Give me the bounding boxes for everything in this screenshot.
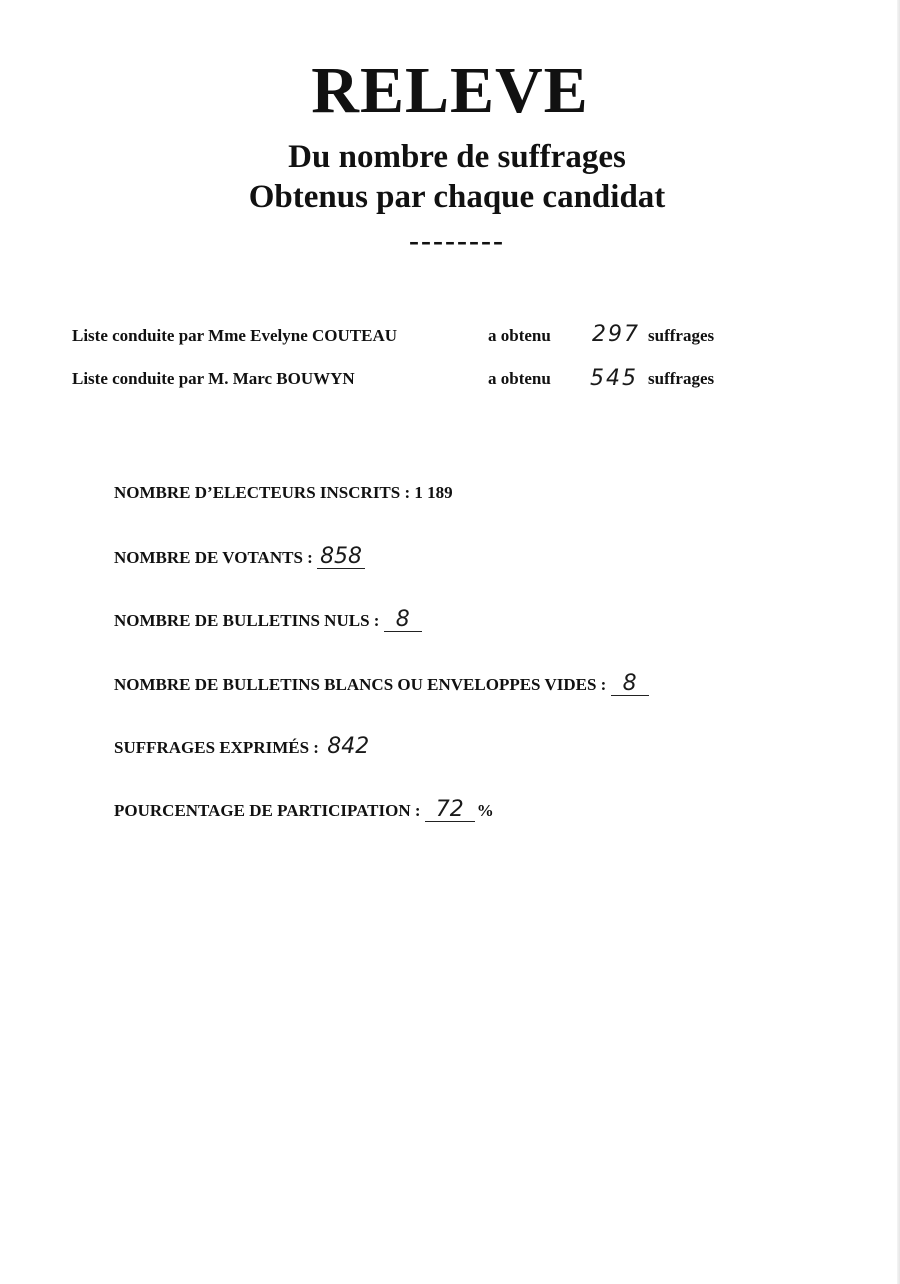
stat-blancs-value-handwritten: 8 [611,673,649,696]
stat-exprimes-value-handwritten: 842 [327,734,370,759]
stat-blancs [114,673,649,696]
stat-nuls [114,609,422,632]
stat-inscrits-label: NOMBRE D’ELECTEURS INSCRITS : 1 189 [114,483,453,502]
stat-votants-label: NOMBRE DE VOTANTS : [114,548,318,567]
stat-votants [114,546,365,569]
stat-nuls-value-handwritten: 8 [384,609,422,632]
document-subtitle-line-1: Du nombre de suffrages [288,139,626,175]
stat-participation-value-handwritten: 72 [425,799,475,822]
document-title: RELEVE [311,54,589,127]
stat-blancs-label: NOMBRE DE BULLETINS BLANCS OU ENVELOPPES VIDES : [114,675,611,694]
stat-inscrits [114,484,453,501]
candidate-2-label: Liste conduite par M. Marc BOUWYN [72,369,355,388]
stat-votants-value-handwritten: 858 [317,546,365,569]
stat-participation-label: POURCENTAGE DE PARTICIPATION : [114,801,425,820]
candidate-1-label: Liste conduite par Mme Evelyne COUTEAU [72,326,398,345]
candidate-1-votes-handwritten: 297 [592,322,640,347]
candidate-1-verb: a obtenu [488,326,551,345]
stat-exprimes [114,736,373,759]
stat-participation-percent-sign: % [476,801,494,820]
candidate-2-unit: suffrages [648,369,715,388]
stat-exprimes-label: SUFFRAGES EXPRIMÉS : [114,738,324,757]
document-subtitle-line-2: Obtenus par chaque candidat [248,179,666,215]
candidate-2-votes-handwritten: 545 [590,366,638,391]
stat-participation [114,799,494,822]
title-separator: -------- [409,224,505,257]
stat-nuls-label: NOMBRE DE BULLETINS NULS : [114,611,384,630]
candidate-2-verb: a obtenu [488,369,551,388]
candidate-1-unit: suffrages [648,326,715,345]
